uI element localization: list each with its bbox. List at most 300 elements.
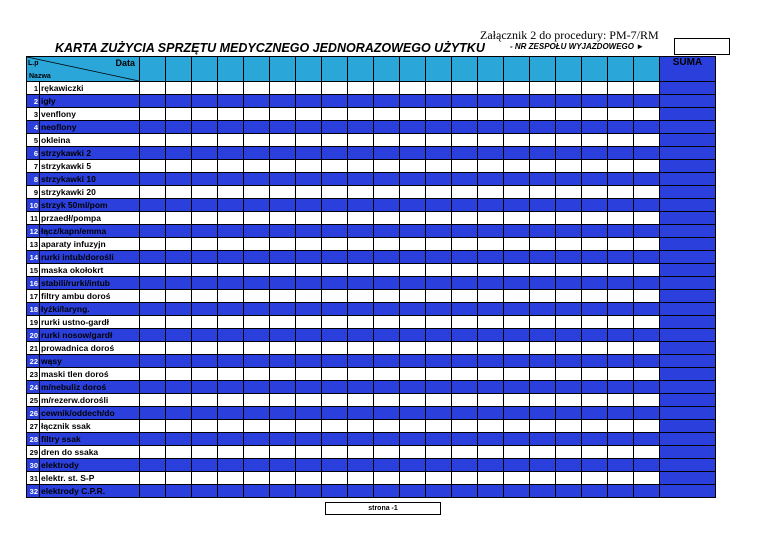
usage-cell[interactable] <box>504 459 530 472</box>
usage-cell[interactable] <box>530 134 556 147</box>
usage-cell[interactable] <box>348 485 374 498</box>
usage-cell[interactable] <box>296 199 322 212</box>
usage-cell[interactable] <box>140 407 166 420</box>
usage-cell[interactable] <box>218 199 244 212</box>
usage-cell[interactable] <box>478 485 504 498</box>
usage-cell[interactable] <box>270 121 296 134</box>
usage-cell[interactable] <box>296 147 322 160</box>
usage-cell[interactable] <box>478 264 504 277</box>
date-header-cell[interactable] <box>582 57 608 82</box>
usage-cell[interactable] <box>166 459 192 472</box>
usage-cell[interactable] <box>140 199 166 212</box>
usage-cell[interactable] <box>426 342 452 355</box>
usage-cell[interactable] <box>322 212 348 225</box>
usage-cell[interactable] <box>374 121 400 134</box>
usage-cell[interactable] <box>374 251 400 264</box>
usage-cell[interactable] <box>608 147 634 160</box>
usage-cell[interactable] <box>582 407 608 420</box>
usage-cell[interactable] <box>582 134 608 147</box>
usage-cell[interactable] <box>556 394 582 407</box>
usage-cell[interactable] <box>608 303 634 316</box>
usage-cell[interactable] <box>504 368 530 381</box>
usage-cell[interactable] <box>582 225 608 238</box>
date-header-cell[interactable] <box>296 57 322 82</box>
usage-cell[interactable] <box>582 251 608 264</box>
usage-cell[interactable] <box>608 264 634 277</box>
usage-cell[interactable] <box>452 290 478 303</box>
usage-cell[interactable] <box>140 381 166 394</box>
usage-cell[interactable] <box>322 368 348 381</box>
usage-cell[interactable] <box>244 134 270 147</box>
usage-cell[interactable] <box>400 95 426 108</box>
usage-cell[interactable] <box>322 95 348 108</box>
usage-cell[interactable] <box>504 355 530 368</box>
usage-cell[interactable] <box>140 446 166 459</box>
usage-cell[interactable] <box>166 433 192 446</box>
usage-cell[interactable] <box>270 160 296 173</box>
usage-cell[interactable] <box>374 264 400 277</box>
usage-cell[interactable] <box>582 433 608 446</box>
usage-cell[interactable] <box>296 186 322 199</box>
usage-cell[interactable] <box>348 264 374 277</box>
usage-cell[interactable] <box>504 95 530 108</box>
usage-cell[interactable] <box>426 212 452 225</box>
usage-cell[interactable] <box>322 433 348 446</box>
usage-cell[interactable] <box>478 251 504 264</box>
usage-cell[interactable] <box>478 134 504 147</box>
usage-cell[interactable] <box>478 290 504 303</box>
usage-cell[interactable] <box>192 82 218 95</box>
usage-cell[interactable] <box>374 459 400 472</box>
usage-cell[interactable] <box>322 394 348 407</box>
usage-cell[interactable] <box>348 329 374 342</box>
usage-cell[interactable] <box>400 147 426 160</box>
usage-cell[interactable] <box>244 147 270 160</box>
usage-cell[interactable] <box>166 251 192 264</box>
usage-cell[interactable] <box>504 173 530 186</box>
usage-cell[interactable] <box>530 394 556 407</box>
usage-cell[interactable] <box>218 160 244 173</box>
usage-cell[interactable] <box>530 238 556 251</box>
usage-cell[interactable] <box>478 472 504 485</box>
usage-cell[interactable] <box>478 355 504 368</box>
usage-cell[interactable] <box>608 199 634 212</box>
usage-cell[interactable] <box>530 368 556 381</box>
usage-cell[interactable] <box>452 420 478 433</box>
usage-cell[interactable] <box>270 303 296 316</box>
usage-cell[interactable] <box>270 290 296 303</box>
usage-cell[interactable] <box>452 355 478 368</box>
usage-cell[interactable] <box>582 121 608 134</box>
usage-cell[interactable] <box>166 368 192 381</box>
usage-cell[interactable] <box>400 407 426 420</box>
usage-cell[interactable] <box>244 472 270 485</box>
usage-cell[interactable] <box>530 173 556 186</box>
usage-cell[interactable] <box>556 472 582 485</box>
usage-cell[interactable] <box>244 459 270 472</box>
usage-cell[interactable] <box>452 342 478 355</box>
usage-cell[interactable] <box>530 433 556 446</box>
usage-cell[interactable] <box>608 472 634 485</box>
usage-cell[interactable] <box>608 329 634 342</box>
sum-cell[interactable] <box>660 329 716 342</box>
usage-cell[interactable] <box>634 108 660 121</box>
date-header-cell[interactable] <box>530 57 556 82</box>
usage-cell[interactable] <box>478 186 504 199</box>
usage-cell[interactable] <box>166 472 192 485</box>
usage-cell[interactable] <box>426 355 452 368</box>
usage-cell[interactable] <box>608 173 634 186</box>
usage-cell[interactable] <box>504 147 530 160</box>
sum-cell[interactable] <box>660 368 716 381</box>
usage-cell[interactable] <box>634 147 660 160</box>
usage-cell[interactable] <box>140 82 166 95</box>
usage-cell[interactable] <box>218 134 244 147</box>
usage-cell[interactable] <box>192 459 218 472</box>
usage-cell[interactable] <box>218 303 244 316</box>
usage-cell[interactable] <box>296 485 322 498</box>
usage-cell[interactable] <box>322 82 348 95</box>
usage-cell[interactable] <box>452 316 478 329</box>
usage-cell[interactable] <box>478 108 504 121</box>
usage-cell[interactable] <box>192 147 218 160</box>
usage-cell[interactable] <box>426 277 452 290</box>
usage-cell[interactable] <box>452 82 478 95</box>
usage-cell[interactable] <box>166 290 192 303</box>
usage-cell[interactable] <box>296 277 322 290</box>
usage-cell[interactable] <box>556 368 582 381</box>
usage-cell[interactable] <box>608 277 634 290</box>
sum-cell[interactable] <box>660 303 716 316</box>
usage-cell[interactable] <box>582 485 608 498</box>
usage-cell[interactable] <box>296 160 322 173</box>
usage-cell[interactable] <box>556 173 582 186</box>
usage-cell[interactable] <box>140 316 166 329</box>
usage-cell[interactable] <box>608 433 634 446</box>
usage-cell[interactable] <box>400 342 426 355</box>
date-header-cell[interactable] <box>244 57 270 82</box>
usage-cell[interactable] <box>270 238 296 251</box>
usage-cell[interactable] <box>426 290 452 303</box>
usage-cell[interactable] <box>556 342 582 355</box>
usage-cell[interactable] <box>218 381 244 394</box>
usage-cell[interactable] <box>452 329 478 342</box>
usage-cell[interactable] <box>426 394 452 407</box>
usage-cell[interactable] <box>192 355 218 368</box>
usage-cell[interactable] <box>426 420 452 433</box>
usage-cell[interactable] <box>400 238 426 251</box>
usage-cell[interactable] <box>530 472 556 485</box>
usage-cell[interactable] <box>322 303 348 316</box>
usage-cell[interactable] <box>348 368 374 381</box>
usage-cell[interactable] <box>348 433 374 446</box>
usage-cell[interactable] <box>556 251 582 264</box>
usage-cell[interactable] <box>556 303 582 316</box>
usage-cell[interactable] <box>270 446 296 459</box>
usage-cell[interactable] <box>374 394 400 407</box>
usage-cell[interactable] <box>348 212 374 225</box>
usage-cell[interactable] <box>140 485 166 498</box>
usage-cell[interactable] <box>634 121 660 134</box>
sum-cell[interactable] <box>660 407 716 420</box>
usage-cell[interactable] <box>452 303 478 316</box>
usage-cell[interactable] <box>452 95 478 108</box>
sum-cell[interactable] <box>660 82 716 95</box>
usage-cell[interactable] <box>322 355 348 368</box>
usage-cell[interactable] <box>504 121 530 134</box>
usage-cell[interactable] <box>140 264 166 277</box>
usage-cell[interactable] <box>374 277 400 290</box>
sum-cell[interactable] <box>660 173 716 186</box>
usage-cell[interactable] <box>426 407 452 420</box>
date-header-cell[interactable] <box>426 57 452 82</box>
usage-cell[interactable] <box>504 407 530 420</box>
usage-cell[interactable] <box>504 316 530 329</box>
usage-cell[interactable] <box>608 160 634 173</box>
usage-cell[interactable] <box>322 485 348 498</box>
usage-cell[interactable] <box>218 108 244 121</box>
usage-cell[interactable] <box>374 316 400 329</box>
usage-cell[interactable] <box>556 316 582 329</box>
usage-cell[interactable] <box>218 212 244 225</box>
usage-cell[interactable] <box>348 147 374 160</box>
usage-cell[interactable] <box>296 212 322 225</box>
usage-cell[interactable] <box>426 329 452 342</box>
usage-cell[interactable] <box>634 251 660 264</box>
usage-cell[interactable] <box>452 134 478 147</box>
usage-cell[interactable] <box>296 459 322 472</box>
usage-cell[interactable] <box>582 459 608 472</box>
usage-cell[interactable] <box>582 147 608 160</box>
date-header-cell[interactable] <box>504 57 530 82</box>
usage-cell[interactable] <box>166 303 192 316</box>
usage-cell[interactable] <box>504 290 530 303</box>
usage-cell[interactable] <box>166 329 192 342</box>
usage-cell[interactable] <box>244 368 270 381</box>
date-header-cell[interactable] <box>166 57 192 82</box>
usage-cell[interactable] <box>296 368 322 381</box>
usage-cell[interactable] <box>452 394 478 407</box>
usage-cell[interactable] <box>166 264 192 277</box>
usage-cell[interactable] <box>608 108 634 121</box>
usage-cell[interactable] <box>478 147 504 160</box>
usage-cell[interactable] <box>634 342 660 355</box>
usage-cell[interactable] <box>140 121 166 134</box>
usage-cell[interactable] <box>244 121 270 134</box>
usage-cell[interactable] <box>348 160 374 173</box>
usage-cell[interactable] <box>400 186 426 199</box>
usage-cell[interactable] <box>634 95 660 108</box>
usage-cell[interactable] <box>192 134 218 147</box>
usage-cell[interactable] <box>348 420 374 433</box>
usage-cell[interactable] <box>374 212 400 225</box>
usage-cell[interactable] <box>192 342 218 355</box>
usage-cell[interactable] <box>322 134 348 147</box>
usage-cell[interactable] <box>322 147 348 160</box>
usage-cell[interactable] <box>556 459 582 472</box>
usage-cell[interactable] <box>478 212 504 225</box>
usage-cell[interactable] <box>634 290 660 303</box>
usage-cell[interactable] <box>192 186 218 199</box>
usage-cell[interactable] <box>634 264 660 277</box>
usage-cell[interactable] <box>400 433 426 446</box>
usage-cell[interactable] <box>426 433 452 446</box>
usage-cell[interactable] <box>556 199 582 212</box>
usage-cell[interactable] <box>348 381 374 394</box>
usage-cell[interactable] <box>634 355 660 368</box>
usage-cell[interactable] <box>348 342 374 355</box>
usage-cell[interactable] <box>478 160 504 173</box>
usage-cell[interactable] <box>634 459 660 472</box>
usage-cell[interactable] <box>192 264 218 277</box>
usage-cell[interactable] <box>634 368 660 381</box>
usage-cell[interactable] <box>426 134 452 147</box>
sum-cell[interactable] <box>660 238 716 251</box>
usage-cell[interactable] <box>426 108 452 121</box>
usage-cell[interactable] <box>582 199 608 212</box>
usage-cell[interactable] <box>192 108 218 121</box>
usage-cell[interactable] <box>322 446 348 459</box>
usage-cell[interactable] <box>634 433 660 446</box>
usage-cell[interactable] <box>270 355 296 368</box>
usage-cell[interactable] <box>270 199 296 212</box>
usage-cell[interactable] <box>478 407 504 420</box>
usage-cell[interactable] <box>244 95 270 108</box>
usage-cell[interactable] <box>166 381 192 394</box>
usage-cell[interactable] <box>608 394 634 407</box>
usage-cell[interactable] <box>140 433 166 446</box>
sum-cell[interactable] <box>660 186 716 199</box>
usage-cell[interactable] <box>400 121 426 134</box>
usage-cell[interactable] <box>530 290 556 303</box>
usage-cell[interactable] <box>400 394 426 407</box>
usage-cell[interactable] <box>296 472 322 485</box>
usage-cell[interactable] <box>140 472 166 485</box>
usage-cell[interactable] <box>608 225 634 238</box>
usage-cell[interactable] <box>634 82 660 95</box>
usage-cell[interactable] <box>478 121 504 134</box>
usage-cell[interactable] <box>530 251 556 264</box>
usage-cell[interactable] <box>140 342 166 355</box>
sum-cell[interactable] <box>660 420 716 433</box>
usage-cell[interactable] <box>478 459 504 472</box>
usage-cell[interactable] <box>374 160 400 173</box>
usage-cell[interactable] <box>556 485 582 498</box>
usage-cell[interactable] <box>530 160 556 173</box>
usage-cell[interactable] <box>530 199 556 212</box>
sum-cell[interactable] <box>660 342 716 355</box>
usage-cell[interactable] <box>270 95 296 108</box>
usage-cell[interactable] <box>192 251 218 264</box>
usage-cell[interactable] <box>140 251 166 264</box>
usage-cell[interactable] <box>322 160 348 173</box>
usage-cell[interactable] <box>296 433 322 446</box>
usage-cell[interactable] <box>582 160 608 173</box>
sum-cell[interactable] <box>660 446 716 459</box>
usage-cell[interactable] <box>556 264 582 277</box>
usage-cell[interactable] <box>426 238 452 251</box>
usage-cell[interactable] <box>634 186 660 199</box>
usage-cell[interactable] <box>504 212 530 225</box>
usage-cell[interactable] <box>400 485 426 498</box>
usage-cell[interactable] <box>166 95 192 108</box>
usage-cell[interactable] <box>556 381 582 394</box>
usage-cell[interactable] <box>218 82 244 95</box>
sum-cell[interactable] <box>660 355 716 368</box>
usage-cell[interactable] <box>478 329 504 342</box>
usage-cell[interactable] <box>426 186 452 199</box>
usage-cell[interactable] <box>348 316 374 329</box>
usage-cell[interactable] <box>244 407 270 420</box>
usage-cell[interactable] <box>556 277 582 290</box>
usage-cell[interactable] <box>374 342 400 355</box>
usage-cell[interactable] <box>504 251 530 264</box>
usage-cell[interactable] <box>556 82 582 95</box>
usage-cell[interactable] <box>400 290 426 303</box>
usage-cell[interactable] <box>192 485 218 498</box>
usage-cell[interactable] <box>426 82 452 95</box>
usage-cell[interactable] <box>452 225 478 238</box>
usage-cell[interactable] <box>296 407 322 420</box>
sum-cell[interactable] <box>660 381 716 394</box>
usage-cell[interactable] <box>530 485 556 498</box>
usage-cell[interactable] <box>296 381 322 394</box>
usage-cell[interactable] <box>166 173 192 186</box>
usage-cell[interactable] <box>166 407 192 420</box>
usage-cell[interactable] <box>634 160 660 173</box>
usage-cell[interactable] <box>322 251 348 264</box>
usage-cell[interactable] <box>530 420 556 433</box>
usage-cell[interactable] <box>556 95 582 108</box>
usage-cell[interactable] <box>348 277 374 290</box>
usage-cell[interactable] <box>140 420 166 433</box>
usage-cell[interactable] <box>140 95 166 108</box>
usage-cell[interactable] <box>166 342 192 355</box>
usage-cell[interactable] <box>192 329 218 342</box>
usage-cell[interactable] <box>296 316 322 329</box>
usage-cell[interactable] <box>348 108 374 121</box>
usage-cell[interactable] <box>296 303 322 316</box>
usage-cell[interactable] <box>270 394 296 407</box>
usage-cell[interactable] <box>478 342 504 355</box>
usage-cell[interactable] <box>218 446 244 459</box>
usage-cell[interactable] <box>192 407 218 420</box>
usage-cell[interactable] <box>296 420 322 433</box>
usage-cell[interactable] <box>296 173 322 186</box>
usage-cell[interactable] <box>608 95 634 108</box>
usage-cell[interactable] <box>452 407 478 420</box>
usage-cell[interactable] <box>244 264 270 277</box>
usage-cell[interactable] <box>270 316 296 329</box>
usage-cell[interactable] <box>218 459 244 472</box>
usage-cell[interactable] <box>374 173 400 186</box>
usage-cell[interactable] <box>296 394 322 407</box>
usage-cell[interactable] <box>504 82 530 95</box>
sum-cell[interactable] <box>660 485 716 498</box>
usage-cell[interactable] <box>582 420 608 433</box>
usage-cell[interactable] <box>244 160 270 173</box>
date-header-cell[interactable] <box>478 57 504 82</box>
usage-cell[interactable] <box>322 290 348 303</box>
usage-cell[interactable] <box>348 355 374 368</box>
usage-cell[interactable] <box>504 329 530 342</box>
usage-cell[interactable] <box>322 225 348 238</box>
usage-cell[interactable] <box>374 472 400 485</box>
usage-cell[interactable] <box>270 342 296 355</box>
usage-cell[interactable] <box>374 186 400 199</box>
usage-cell[interactable] <box>400 316 426 329</box>
usage-cell[interactable] <box>452 251 478 264</box>
